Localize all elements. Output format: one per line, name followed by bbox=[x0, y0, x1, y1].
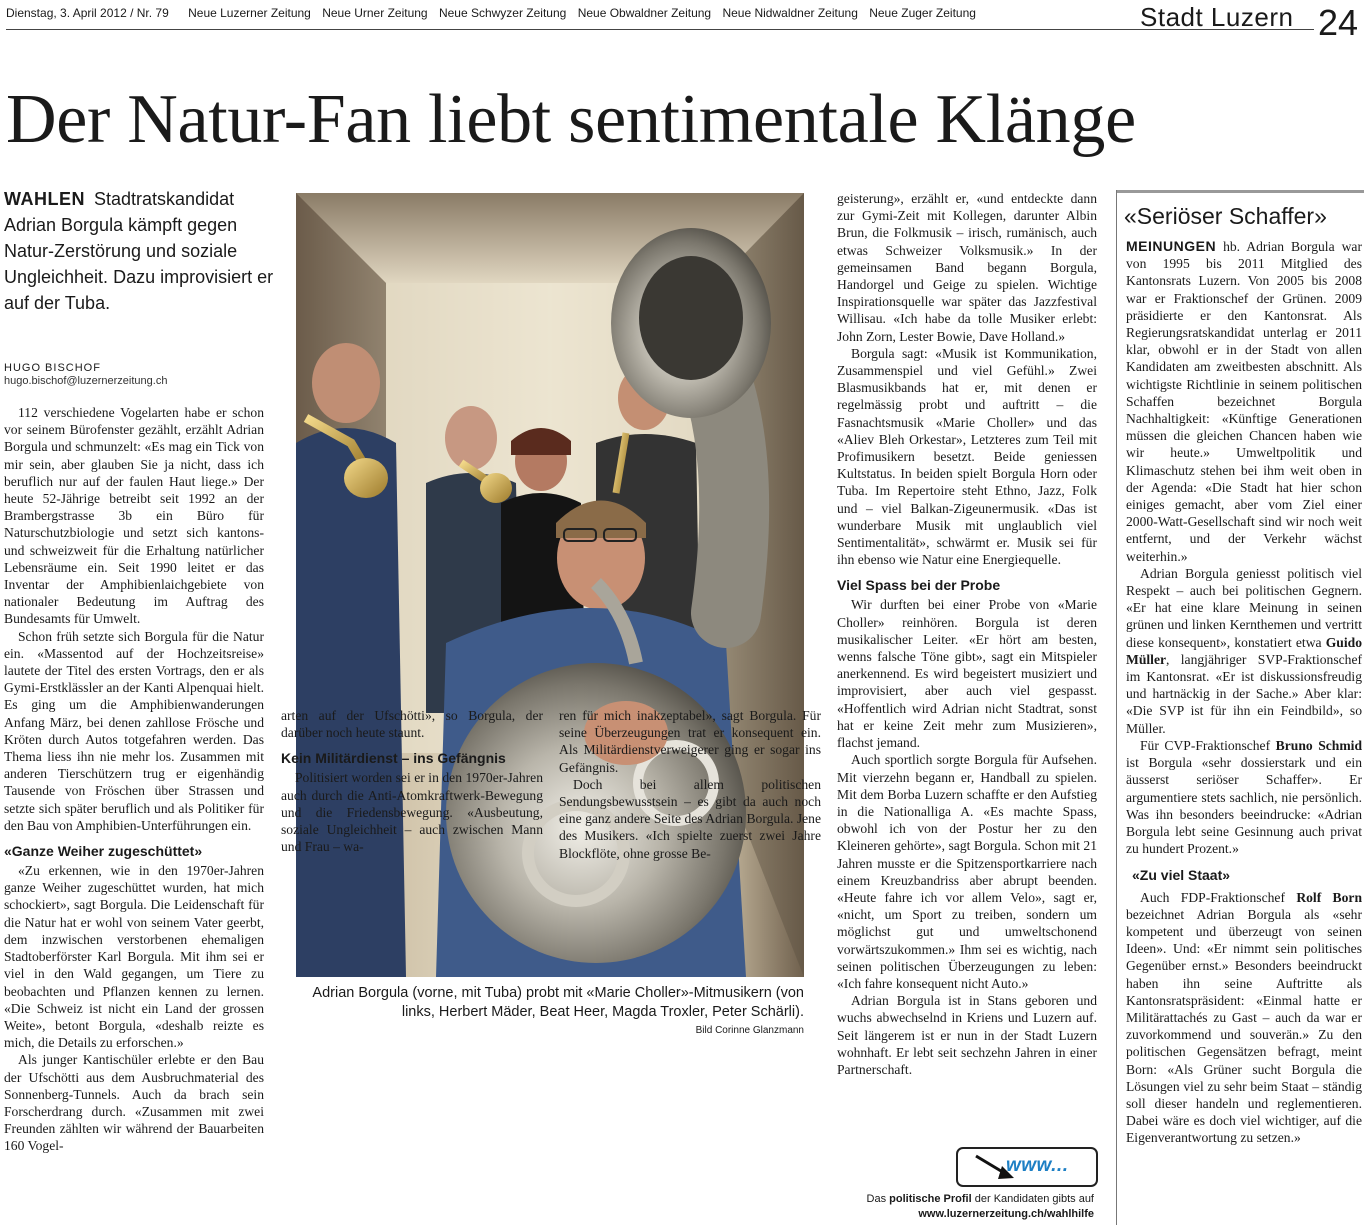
author-email[interactable]: hugo.bischof@luzernerzeitung.ch bbox=[4, 375, 168, 387]
subheading: Kein Militärdienst – ins Gefängnis bbox=[281, 750, 506, 767]
paper-name: Neue Schwyzer Zeitung bbox=[438, 6, 567, 20]
paper-name: Neue Zuger Zeitung bbox=[869, 6, 976, 20]
section-title: Stadt Luzern bbox=[1140, 2, 1294, 32]
paragraph: Auch sportlich sorgte Borgula für Aufsehen. Mit vierzehn begann er, Handball zu spielen. Mit dem Borba Luzern schaffte er den Aufstieg in die Nationalliga A. «Es machte Spass, obwohl ich von der Postur her zu den Kleineren gehörte», sagt Borgula. Schon mit 21 Jahren musste er die Spitzensportkarriere nach einem Kreuzbandriss aber abrupt beenden. «Heute fahre ich vor allem Velo», sagt er, «nicht, um Sport zu treiben, sondern um möglichst gut und umweltschonend vorwärtszukommen.» Ihm sei es wichtig, nach seinen politischen Überzeugungen zu leben: «Ich fahre konsequent nicht Auto.» bbox=[837, 752, 1097, 991]
header-divider bbox=[6, 29, 1314, 30]
paragraph-text: hb. Adrian Borgula war von 1995 bis 2011 Mitglied des Kantonsrats Luzern. Von 2005 bis 2008 war er Fraktionschef der Grünen. 2009 präsidierte er den Kantonsrat. Als Regierungsratskandidat unterlag er 2011 klar, obwohl er in der Stadt von allen Kandidaten am zweitbesten abschnitt. Als wichtigste Richtlinie in seinem politischen Schaffen bezeichnet Borgula Nachhaltigkeit: «Künftige Generationen müssen die gleichen Chancen haben wie wir heute.» Umweltpolitik und Klimaschutz stehen bei ihm weit oben in der Agenda: «Die Stadt hat hier schon einiges gemacht, aber vom Ziel einer 2000-Watt-Gesellschaft sind wir noch weit entfernt, und der Verkehr wächst weiterhin.» bbox=[1126, 239, 1362, 564]
paper-name: Neue Nidwaldner Zeitung bbox=[722, 6, 858, 20]
paragraph: Politisiert worden sei er in den 1970er-Jahren auch durch die Anti-Atomkraftwerk-Bewegung und die Friedensbewegung. «Ausbeutung, soziale Ungleichheit – auch zwischen Mann und Frau – wa- bbox=[281, 770, 543, 855]
sidebar-title: «Seriöser Schaffer» bbox=[1124, 203, 1327, 229]
paragraph: Schon früh setzte sich Borgula für die Natur ein. «Massentod auf der Hochzeitsreise» lautete der Titel des ersten Vortrags, den er als Gymi-Erstklässler an der Kanti Alpenquai hielt. Es ging um die Amphibienwanderungen Anfang März, bei denen zahllose Frösche und Kröten durch Autos totgefahren werden. Das Thema liess ihn nie mehr los. Zusammen mit anderen Tierschützern trug er eigenhändig Tausende von Fröschen über Strassen und setzte sich später beruflich und als Politiker für den Bau von Amphibien-Unterführungen ein. bbox=[4, 628, 264, 833]
header-meta bbox=[6, 6, 984, 20]
author-name: HUGO BISCHOF bbox=[4, 362, 101, 374]
lead-kicker: WAHLEN bbox=[4, 189, 85, 209]
www-label[interactable]: www... bbox=[1006, 1155, 1069, 1176]
byline bbox=[4, 362, 167, 388]
paragraph bbox=[1126, 238, 1362, 565]
lead-text: Stadtratskandidat Adrian Borgula kämpft gegen Natur-Zerstörung und soziale Ungleichheit. Dazu improvisiert er auf der Tuba. bbox=[4, 189, 274, 313]
paragraph-text: , langjähriger SVP-Fraktionschef im Kantonsrat. «Er ist diskussionsfreudig und hartnäckig in der Sache.» Aber klar: «Die SVP ist für ihn ein Feindbild», so Müller. bbox=[1126, 651, 1362, 736]
paragraph-text: Adrian Borgula geniesst politisch viel Respekt – auch bei politischen Gegnern. «Er hat eine klare Meinung in seinen grünen und linken Kernthemen und vertritt diese konsequent», konstatiert etwa bbox=[1126, 565, 1362, 650]
paragraph: Borgula sagt: «Musik ist Kommunikation, Zusammenspiel und viel Gefühl.» Zwei Blasmusikbands hat er, mit denen er regelmässig probt und auftritt – die Fasnachtsmusik «Marie Choller» und das «Aliev Bleh Orkestar», Letzteres zum Teil mit Profimusikern besetzt. Beide geniessen Kultstatus. In beiden spielt Borgula Horn oder Tuba. Im Repertoire steht Ethno, Jazz, Folk und – viel Balkan-Zigeunermusik. «Das ist wunderbare Musik mit unglaublich viel Sentimentalität», schwärmt er. Musik sei für ihn ebenso wie Natur eine Energiequelle. bbox=[837, 345, 1097, 568]
paragraph bbox=[1126, 565, 1362, 737]
paragraph: «Zu erkennen, wie in den 1970er-Jahren ganze Weiher zugeschüttet wurden, hat mich schockiert», sagt Borgula. Die Leidenschaft für die Natur hat er wohl von seinem Vater geerbt, dem inzwischen verstorbenen ehemaligen Stadtoberförster Karl Borgula. Mit ihm sei er viel in den Wald gegangen, um Tiere zu beobachten und Pflanzen kennen zu lernen. «Die Schweiz ist nicht ein Land der grossen Weite», betont Borgula, «deshalb reizte es mich, die Details zu erforschen.» bbox=[4, 863, 264, 1051]
note-text: Das bbox=[866, 1193, 887, 1205]
paragraph: Doch bei allem politischen Sendungsbewusstsein – es gibt da auch noch eine ganz andere Seite des Adrian Borgula. Jene des Musikers. «Ich spielte zuerst zwei Jahre Blockflöte, ohne grosse Be- bbox=[559, 776, 821, 861]
paper-name: Neue Urner Zeitung bbox=[322, 6, 428, 20]
paper-name: Neue Obwaldner Zeitung bbox=[577, 6, 712, 20]
photo-caption: Adrian Borgula (vorne, mit Tuba) probt mit «Marie Choller»-Mitmusikern (von links, Herbert Mäder, Beat Heer, Magda Troxler, Peter Schärli). bbox=[312, 985, 804, 1020]
paragraph: geisterung», erzählt er, «und entdeckte dann zur Gymi-Zeit mit Kollegen, darunter Albin Brun, die Folkmusik – irisch, rumänisch, auch etwas Schweizer Volksmusik.» In der gemeinsamen Band begann Borgula, Handorgel und Geige zu spielen. Wichtige Inspirationsquelle war später das Jazzfestival Willisau. «Ich habe da tolle Musiker erlebt: John Zorn, Lester Bowie, Dave Holland.» bbox=[837, 191, 1097, 344]
paper-name: Neue Luzerner Zeitung bbox=[188, 6, 311, 20]
note-highlight: politische Profil bbox=[889, 1193, 972, 1205]
paragraph-text: Für CVP-Fraktionschef bbox=[1140, 737, 1271, 753]
lead-paragraph bbox=[4, 186, 274, 316]
paragraph: 112 verschiedene Vogelarten habe er schon vor seinem Bürofenster gezählt, erzählt Adrian Borgula und schmunzelt: «Es mag ein Tick von mir sein, aber glauben Sie ja nicht, dass ich beruflich nur auf der faulen Haut liege.» Der heute 52-Jährige betreibt seit 1992 an der Brambergstrasse 3b ein Büro für Naturschutzbiologie und setzt sich kantons- und schweizweit für die Erhaltung natürlicher Lebensräume ein. Seit 1990 leitet er das Inventar der Amphibienlaichgebiete von nationaler Bedeutung im Auftrag des Bundesamts für Umwelt. bbox=[4, 405, 264, 627]
paragraph: Adrian Borgula ist in Stans geboren und wuchs abwechselnd in Kriens und Luzern auf. Seit längerem ist er nun in der Stadt Luzern wohnhaft. Er lebt seit sechzehn Jahren in einer Partnerschaft. bbox=[837, 993, 1097, 1077]
article-column-1 bbox=[4, 404, 264, 1155]
paragraph: ren für mich inakzeptabel», sagt Borgula. Für seine Überzeugungen trat er konsequent ein. Als Militärdienstverweigerer ging er sogar ins Gefängnis. bbox=[559, 708, 821, 775]
paragraph-text: ist Borgula «sehr dossierstark und ein äusserst seriöser Schaffer». Er argumentiere stets sachlich, nie persönlich. Was ihn besonders beeindrucke: «Adrian Borgula lebt seine Gesinnung auch privat zu hundert Prozent.» bbox=[1126, 755, 1362, 857]
paragraph: arten auf der Ufschötti», so Borgula, der darüber noch heute staunt. bbox=[281, 708, 543, 741]
paragraph-text: bezeichnet Adrian Borgula als «sehr kompetent und überzeugt von seinen Ideen». Und: «Er nimmt sein politisches Gegenüber ernst.» Besonders beeindruckt haben ihn seine Auftritte als Kantonsratspräsident: «Einmal hatte er Militärattachés zu Gast – auch da war er zuvorkommend und souverän.» Zu den politischen Gegensätzen befragt, meint Born: «Als Grüner sucht Borgula die Lösungen viel zu sehr beim Staat – ständig soll dieser handeln und reglementieren. Dabei wäre es doch viel wichtiger, auf die Eigenverantwortung zu setzen.» bbox=[1126, 906, 1362, 1146]
subheading: «Zu viel Staat» bbox=[1132, 867, 1231, 884]
page-number: 24 bbox=[1318, 2, 1359, 43]
paragraph bbox=[1126, 889, 1362, 1147]
paragraph-text: Auch FDP-Fraktionschef bbox=[1140, 889, 1285, 905]
article-column-3 bbox=[559, 707, 821, 862]
paragraph bbox=[1126, 737, 1362, 857]
web-link-note bbox=[840, 1192, 1094, 1222]
subheading: Viel Spass bei der Probe bbox=[837, 577, 1001, 594]
subheading: «Ganze Weiher zugeschüttet» bbox=[4, 843, 203, 860]
person-name: Guido Müller bbox=[1126, 634, 1362, 667]
article-column-2 bbox=[281, 707, 543, 855]
paragraph: Als junger Kantischüler erlebte er den Bau der Ufschötti aus dem Ausbruchmaterial des Sonnenberg-Tunnels. Auch da brach sein Forscherdrang durch. «Zusammen mit zwei Freunden zählten wir während der Bauarbeiten 160 Vogel- bbox=[4, 1052, 264, 1154]
sidebar-kicker: MEINUNGEN bbox=[1126, 238, 1217, 254]
article-column-4 bbox=[837, 190, 1097, 1078]
paragraph: Wir durften bei einer Probe von «Marie Choller» reinhören. Borgula ist deren musikalischer Leiter. «Er hört am besten, wenns falsche Töne gibt», sagt ein Mitspieler anerkennend. Es wird begeistert musiziert und improvisiert, aber auch viel gespasst. «Hoffentlich wird Adrian nicht Stadtrat, sonst hat er keine Zeit mehr zum Musizieren», flachst jemand. bbox=[837, 597, 1097, 751]
issue-date: Dienstag, 3. April 2012 / Nr. 79 bbox=[6, 6, 169, 20]
note-text: der Kandidaten gibts auf bbox=[974, 1193, 1094, 1205]
photo-credit: Bild Corinne Glanzmann bbox=[695, 1025, 804, 1036]
profile-link[interactable]: www.luzernerzeitung.ch/wahlhilfe bbox=[918, 1208, 1094, 1220]
sidebar-left-border bbox=[1116, 190, 1117, 1225]
sidebar-body bbox=[1126, 238, 1362, 1147]
headline: Der Natur-Fan liebt sentimentale Klänge bbox=[6, 81, 1136, 158]
person-name: Rolf Born bbox=[1296, 889, 1363, 905]
person-name: Bruno Schmid bbox=[1275, 737, 1363, 753]
sidebar-top-border bbox=[1116, 190, 1364, 193]
